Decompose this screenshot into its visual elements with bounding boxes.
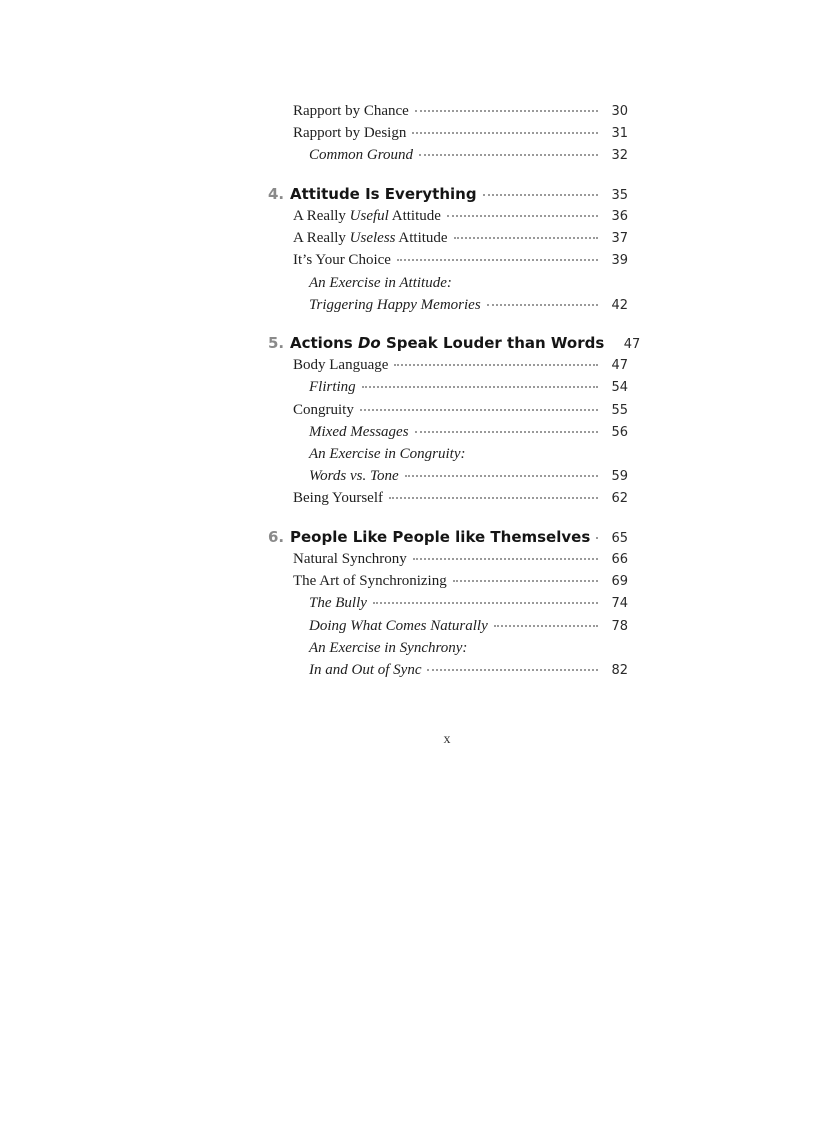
toc-page-number: 65 (611, 530, 628, 546)
toc-subentry-title: Mixed Messages (309, 423, 409, 440)
toc-page-number: 56 (611, 424, 628, 440)
toc-entry (268, 227, 628, 249)
dot-leader (454, 236, 598, 239)
toc-subentry (268, 659, 628, 681)
toc-subentry-title: In and Out of Sync (309, 661, 422, 678)
toc-page-number: 37 (611, 231, 628, 247)
page-folio: x (443, 732, 451, 747)
chapter-number: 6. (268, 527, 285, 546)
chapter-title: Attitude Is Everything (290, 184, 477, 203)
table-of-contents (268, 100, 641, 681)
dot-leader (596, 536, 598, 539)
dot-leader (415, 109, 598, 112)
toc-page-number: 36 (611, 208, 628, 224)
toc-subentry-title: Words vs. Tone (309, 468, 399, 485)
toc-page-number: 35 (611, 187, 628, 203)
toc-page-number: 59 (611, 469, 628, 485)
toc-entry-title (293, 205, 441, 227)
toc-subentry (268, 465, 628, 487)
dot-leader (427, 668, 598, 671)
toc-subentry-title: Flirting (309, 379, 356, 396)
toc-page-number: 54 (611, 380, 628, 396)
toc-page-number: 30 (611, 104, 628, 119)
toc-subentry-line1 (268, 637, 628, 659)
toc-subentry-line1 (268, 443, 628, 465)
toc-subentry-title: An Exercise in Attitude: (309, 274, 452, 291)
toc-page-number: 69 (611, 574, 628, 590)
dot-leader (373, 601, 598, 604)
toc-page-number: 78 (611, 618, 628, 634)
dot-leader (483, 193, 598, 196)
toc-entry-title: Congruity (293, 401, 354, 418)
toc-page-number: 62 (611, 491, 628, 507)
toc-subentry-title: The Bully (309, 595, 367, 612)
dot-leader (397, 258, 598, 261)
toc-entry-title: Natural Synchrony (293, 550, 407, 567)
dot-leader (405, 474, 598, 477)
title-prefix: A Really (293, 230, 350, 247)
toc-subentry-title: Doing What Comes Naturally (309, 617, 488, 634)
toc-subentry-title: An Exercise in Congruity: (309, 446, 466, 463)
title-suffix: Attitude (395, 230, 448, 247)
toc-page-number: 39 (611, 253, 628, 269)
toc-subentry-title: An Exercise in Synchrony: (309, 639, 468, 656)
title-emphasis: Useless (349, 230, 396, 247)
toc-page-number: 31 (611, 126, 628, 142)
title-prefix: A Really (293, 207, 350, 224)
toc-entry (268, 399, 628, 421)
chapter-title: People Like People like Themselves (290, 527, 591, 546)
toc-page-number: 55 (611, 402, 628, 418)
toc-page-number: 42 (611, 297, 628, 313)
toc-subentry (268, 421, 628, 443)
toc-subentry (268, 144, 628, 166)
toc-page-number: 74 (611, 596, 628, 612)
chapter-heading-4 (268, 183, 628, 205)
toc-subentry-line1 (268, 272, 628, 294)
toc-entry (268, 249, 628, 271)
dot-leader (413, 557, 598, 560)
title-suffix: Speak Louder than Words (380, 333, 605, 352)
toc-entry-title: The Art of Synchronizing (293, 573, 447, 590)
toc-entry-title (293, 227, 448, 249)
toc-page-number: 66 (611, 551, 628, 567)
title-emphasis: Useful (349, 207, 389, 224)
dot-leader (494, 624, 598, 627)
toc-subentry (268, 615, 628, 637)
toc-entry-title: Rapport by Design (293, 125, 407, 142)
title-emphasis: Do (357, 333, 381, 352)
toc-page-number: 47 (623, 336, 641, 352)
dot-leader (394, 363, 598, 366)
toc-subentry (268, 376, 628, 398)
toc-entry (268, 570, 628, 592)
toc-entry-title: Rapport by Chance (293, 103, 409, 119)
title-suffix: Attitude (388, 207, 441, 224)
dot-leader (415, 430, 598, 433)
toc-entry-title: Body Language (293, 357, 389, 374)
dot-leader (419, 153, 598, 156)
toc-entry (268, 354, 628, 376)
dot-leader (447, 214, 598, 217)
toc-entry (268, 100, 628, 122)
toc-page-number: 47 (611, 358, 628, 374)
toc-subentry (268, 294, 628, 316)
dot-leader (453, 579, 598, 582)
toc-entry (268, 205, 628, 227)
chapter-title (290, 332, 604, 354)
dot-leader (412, 131, 598, 134)
dot-leader (487, 303, 598, 306)
toc-page-number: 32 (611, 148, 628, 164)
toc-entry (268, 487, 628, 509)
chapter-heading-5 (268, 332, 641, 354)
toc-subentry (268, 592, 628, 614)
chapter-number: 4. (268, 184, 285, 203)
chapter-heading-6 (268, 526, 628, 548)
toc-entry-title: It’s Your Choice (293, 252, 391, 269)
toc-subentry-title: Triggering Happy Memories (309, 296, 481, 313)
dot-leader (360, 408, 598, 411)
toc-subentry-title: Common Ground (309, 147, 414, 164)
title-prefix: Actions (290, 333, 358, 352)
toc-entry (268, 548, 628, 570)
chapter-number: 5. (268, 333, 285, 352)
toc-entry (268, 122, 628, 144)
toc-page-number: 82 (611, 662, 628, 678)
dot-leader (362, 385, 598, 388)
dot-leader (389, 496, 598, 499)
toc-entry-title: Being Yourself (293, 490, 384, 507)
